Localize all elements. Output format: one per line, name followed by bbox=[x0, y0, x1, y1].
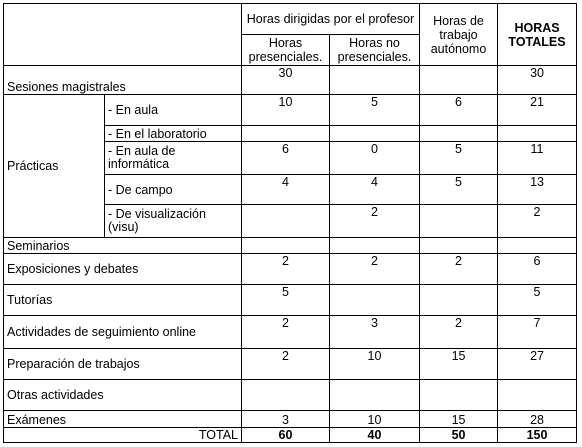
table-row bbox=[4, 254, 577, 285]
total-presenciales: 60 bbox=[242, 428, 330, 443]
cell-total: 28 bbox=[498, 411, 577, 428]
table-row bbox=[4, 316, 577, 349]
cell-no-presenciales bbox=[330, 285, 420, 316]
cell-presenciales: 6 bbox=[242, 142, 330, 175]
row-label: - De visualización (visu) bbox=[105, 205, 242, 238]
cell-autonomo: 15 bbox=[420, 411, 498, 428]
cell-no-presenciales bbox=[330, 126, 420, 142]
cell-presenciales: 5 bbox=[242, 285, 330, 316]
cell-no-presenciales: 2 bbox=[330, 254, 420, 285]
cell-autonomo: 15 bbox=[420, 349, 498, 380]
cell-presenciales: 2 bbox=[242, 254, 330, 285]
cell-autonomo: 5 bbox=[420, 175, 498, 205]
cell-total: 27 bbox=[498, 349, 577, 380]
cell-autonomo bbox=[420, 285, 498, 316]
cell-autonomo bbox=[420, 205, 498, 238]
header-autonomo: Horas de trabajo autónomo bbox=[420, 4, 498, 66]
cell-no-presenciales: 3 bbox=[330, 316, 420, 349]
row-label: - De campo bbox=[105, 175, 242, 205]
cell-autonomo: 2 bbox=[420, 254, 498, 285]
hours-table bbox=[3, 3, 577, 443]
cell-total: 7 bbox=[498, 316, 577, 349]
cell-autonomo bbox=[420, 126, 498, 142]
cell-presenciales: 2 bbox=[242, 316, 330, 349]
cell-presenciales bbox=[242, 238, 330, 254]
row-label: Actividades de seguimiento online bbox=[4, 316, 242, 349]
cell-autonomo bbox=[420, 238, 498, 254]
cell-total: 2 bbox=[498, 205, 577, 238]
table-row bbox=[4, 380, 577, 411]
cell-total: 6 bbox=[498, 254, 577, 285]
table-row bbox=[4, 285, 577, 316]
row-label: - En el laboratorio bbox=[105, 126, 242, 142]
row-label: Tutorías bbox=[4, 285, 242, 316]
total-autonomo: 50 bbox=[420, 428, 498, 443]
cell-total bbox=[498, 380, 577, 411]
table-row bbox=[4, 238, 577, 254]
practicas-label: Prácticas bbox=[4, 95, 105, 238]
table-row bbox=[4, 95, 577, 126]
total-row bbox=[4, 428, 577, 443]
cell-presenciales: 2 bbox=[242, 349, 330, 380]
total-label: TOTAL bbox=[4, 428, 242, 443]
row-label: Seminarios bbox=[4, 238, 242, 254]
row-label: - En aula bbox=[105, 95, 242, 126]
header-totales: HORAS TOTALES bbox=[498, 4, 577, 66]
row-label: Exposiciones y debates bbox=[4, 254, 242, 285]
cell-no-presenciales: 0 bbox=[330, 142, 420, 175]
row-label: Sesiones magistrales bbox=[4, 66, 242, 95]
header-dirigidas: Horas dirigidas por el profesor bbox=[242, 4, 420, 35]
cell-total: 21 bbox=[498, 95, 577, 126]
row-label: Otras actividades bbox=[4, 380, 242, 411]
cell-total: 11 bbox=[498, 142, 577, 175]
cell-autonomo bbox=[420, 66, 498, 95]
cell-no-presenciales: 10 bbox=[330, 349, 420, 380]
row-label: Preparación de trabajos bbox=[4, 349, 242, 380]
cell-no-presenciales: 4 bbox=[330, 175, 420, 205]
cell-no-presenciales: 5 bbox=[330, 95, 420, 126]
cell-presenciales bbox=[242, 126, 330, 142]
cell-presenciales bbox=[242, 205, 330, 238]
cell-no-presenciales: 2 bbox=[330, 205, 420, 238]
header-no-presenciales: Horas no presenciales. bbox=[330, 35, 420, 66]
total-no-presenciales: 40 bbox=[330, 428, 420, 443]
cell-presenciales bbox=[242, 380, 330, 411]
header-row-1 bbox=[4, 4, 577, 35]
cell-no-presenciales bbox=[330, 66, 420, 95]
cell-total bbox=[498, 238, 577, 254]
cell-no-presenciales: 10 bbox=[330, 411, 420, 428]
cell-total: 30 bbox=[498, 66, 577, 95]
cell-presenciales: 4 bbox=[242, 175, 330, 205]
cell-presenciales: 3 bbox=[242, 411, 330, 428]
cell-total bbox=[498, 126, 577, 142]
cell-autonomo bbox=[420, 380, 498, 411]
cell-presenciales: 10 bbox=[242, 95, 330, 126]
total-total: 150 bbox=[498, 428, 577, 443]
cell-autonomo: 2 bbox=[420, 316, 498, 349]
cell-presenciales: 30 bbox=[242, 66, 330, 95]
cell-total: 13 bbox=[498, 175, 577, 205]
table-row bbox=[4, 349, 577, 380]
row-label: - En aula de informática bbox=[105, 142, 242, 175]
header-empty-cell bbox=[4, 4, 242, 66]
row-label: Exámenes bbox=[4, 411, 242, 428]
table-row bbox=[4, 66, 577, 95]
cell-no-presenciales bbox=[330, 380, 420, 411]
cell-total: 5 bbox=[498, 285, 577, 316]
cell-autonomo: 5 bbox=[420, 142, 498, 175]
cell-autonomo: 6 bbox=[420, 95, 498, 126]
table-row bbox=[4, 411, 577, 428]
header-presenciales: Horas presenciales. bbox=[242, 35, 330, 66]
cell-no-presenciales bbox=[330, 238, 420, 254]
